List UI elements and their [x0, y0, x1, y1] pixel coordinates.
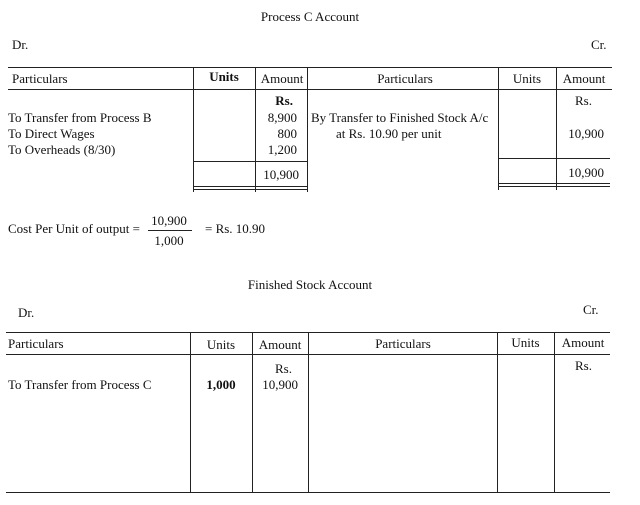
col-divider-units-left — [193, 67, 194, 192]
dr-label: Dr. — [12, 37, 29, 52]
cost-per-unit-label: Cost Per Unit of output = — [8, 221, 140, 236]
total-amount-left: 10,900 — [263, 167, 299, 182]
total-top-rule-left — [193, 161, 307, 162]
col-divider-particulars-right — [307, 67, 308, 192]
col-divider-units-right — [497, 332, 498, 492]
debit-particulars-3: To Overheads (8/30) — [8, 142, 116, 157]
currency-right: Rs. — [575, 93, 592, 108]
credit-particulars-2: at Rs. 10.90 per unit — [336, 126, 442, 141]
debit-units-1: 1,000 — [206, 377, 236, 392]
header-particulars-right: Particulars — [375, 336, 431, 351]
credit-amount-1: 10,900 — [568, 126, 604, 141]
debit-amount-2: 800 — [277, 126, 297, 141]
debit-amount-3: 1,200 — [267, 142, 297, 157]
total-amount-right: 10,900 — [568, 165, 604, 180]
dr-label: Dr. — [18, 305, 35, 320]
header-particulars-right: Particulars — [377, 71, 433, 86]
header-amount-right: Amount — [562, 71, 606, 86]
col-divider-particulars-right — [308, 332, 309, 492]
account-title: Process C Account — [260, 9, 360, 24]
fraction-numerator: 10,900 — [151, 213, 187, 228]
credit-particulars-1: By Transfer to Finished Stock A/c — [311, 110, 489, 125]
account-title: Finished Stock Account — [247, 277, 373, 292]
header-particulars-left: Particulars — [8, 336, 64, 351]
currency-left: Rs. — [275, 93, 293, 108]
table-bottom-border — [6, 492, 610, 493]
header-particulars-left: Particulars — [12, 71, 68, 86]
col-divider-units-left — [190, 332, 191, 492]
header-units-left: Units — [206, 337, 236, 352]
header-units-right: Units — [511, 335, 540, 350]
total-double-rule-left — [193, 189, 307, 190]
fraction-denominator: 1,000 — [154, 233, 184, 248]
col-divider-amount-right — [554, 332, 555, 492]
cost-per-unit-result: = Rs. 10.90 — [205, 221, 266, 236]
total-bottom-rule-right — [498, 183, 610, 184]
table-top-border — [8, 67, 612, 68]
col-divider-units-right — [498, 67, 499, 190]
cr-label: Cr. — [591, 37, 607, 52]
debit-particulars-1: To Transfer from Process B — [8, 110, 152, 125]
header-amount-left: Amount — [260, 71, 304, 86]
cr-label: Cr. — [583, 302, 599, 317]
fraction-bar — [148, 230, 192, 231]
debit-amount-1: 10,900 — [262, 377, 298, 392]
header-amount-right: Amount — [561, 335, 605, 350]
debit-particulars-2: To Direct Wages — [8, 126, 95, 141]
total-top-rule-right — [498, 158, 610, 159]
header-bottom-border — [8, 89, 612, 90]
debit-amount-1: 8,900 — [267, 110, 297, 125]
debit-particulars-1: To Transfer from Process C — [8, 377, 152, 392]
header-amount-left: Amount — [258, 337, 302, 352]
currency-right: Rs. — [575, 358, 592, 373]
total-bottom-rule-left — [193, 186, 307, 187]
header-units-right: Units — [512, 71, 542, 86]
col-divider-amount-left — [252, 332, 253, 492]
header-units-left: Units — [209, 69, 239, 84]
currency-left: Rs. — [275, 361, 292, 376]
total-double-rule-right — [498, 186, 610, 187]
